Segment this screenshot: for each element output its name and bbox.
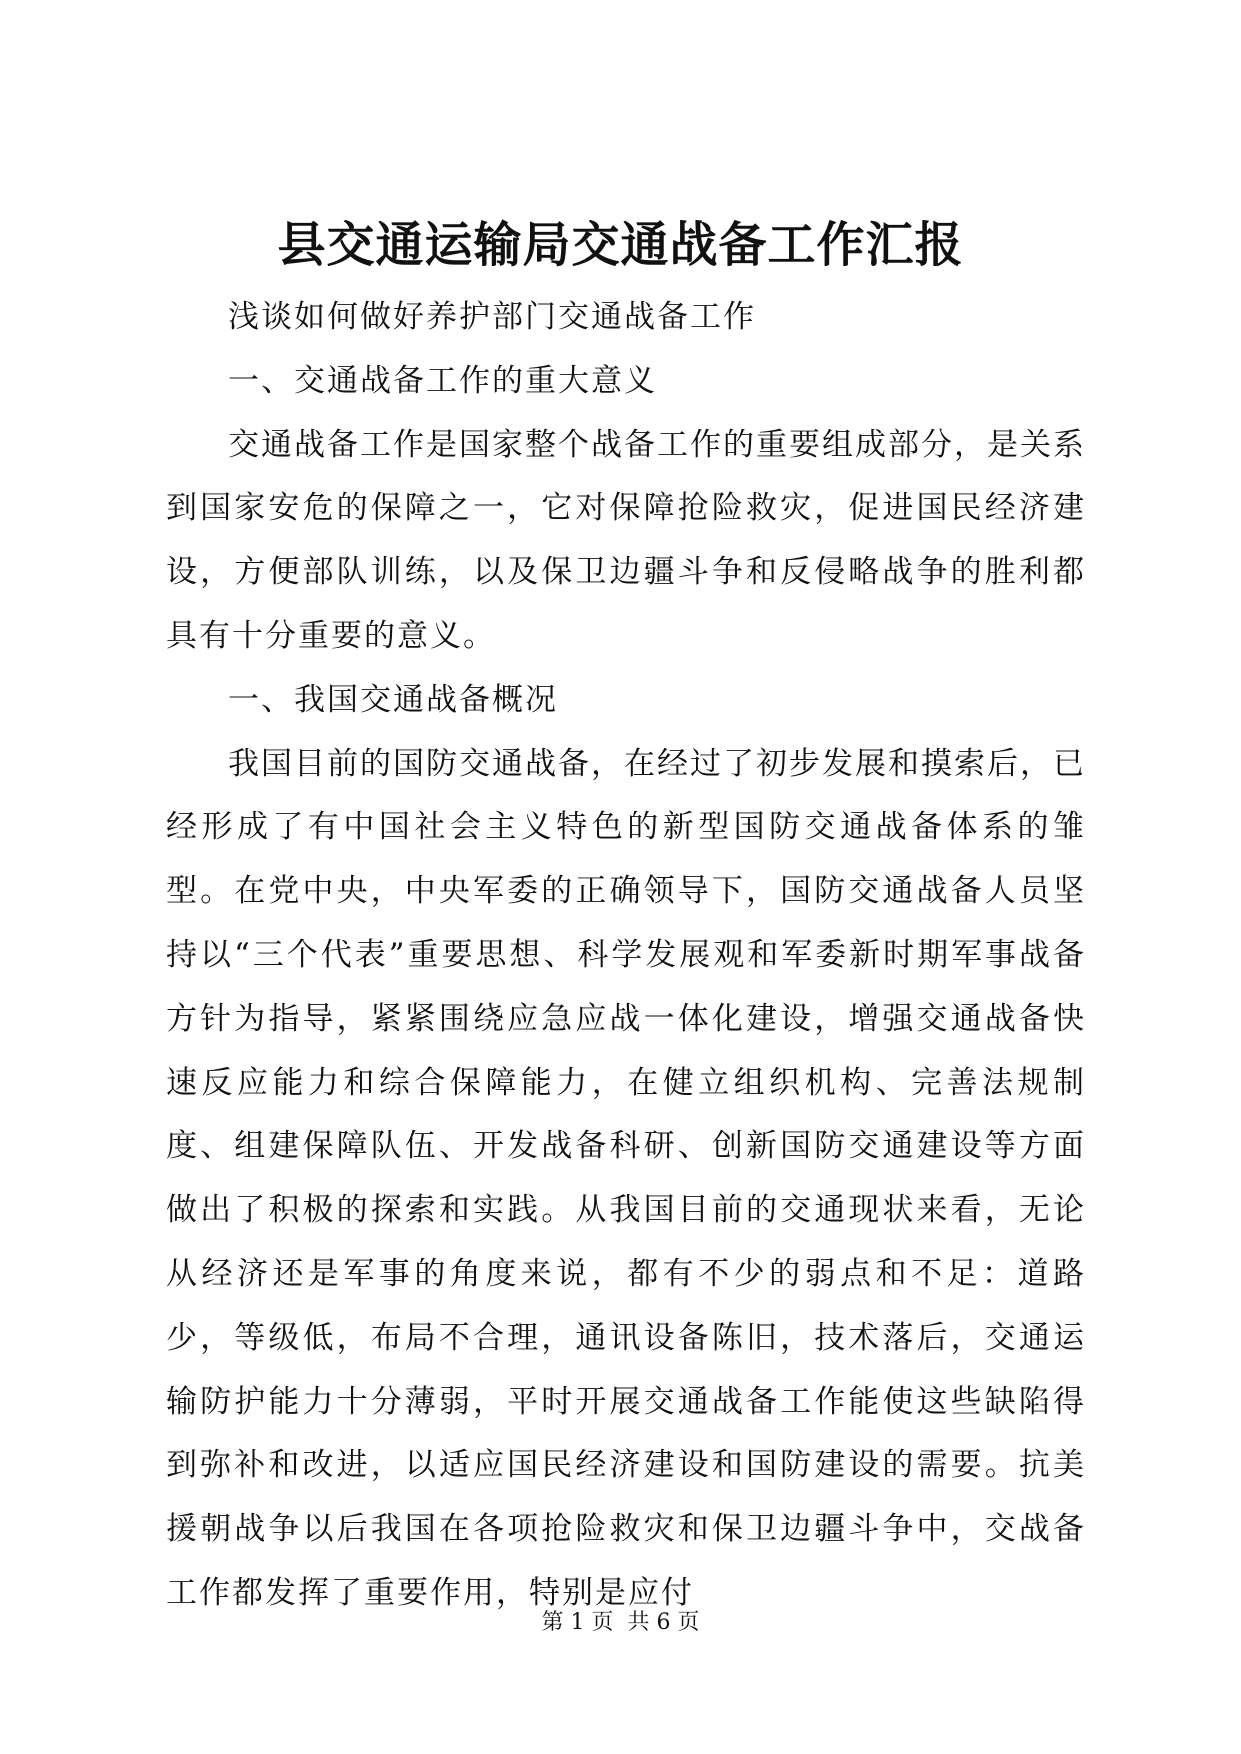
paragraph-body-2: 我国目前的国防交通战备，在经过了初步发展和摸索后，已经形成了有中国社会主义特色的新型国防交通战备体系的雏型。在党中央，中央军委的正确领导下，国防交通战备人员坚持以“三个代表”重要思想、科学发展观和军委新时期军事战备方针为指导，紧紧围绕应急应战一体化建设，增强交通战备快速反应能力和综合保障能力，在健立组织机构、完善法规制度、组建保障队伍、开发战备科研、创新国防交通建设等方面做出了积极的探索和实践。从我国目前的交通现状来看，无论从经济还是军事的角度来说，都有不少的弱点和不足：道路少，等级低，布局不合理，通讯设备陈旧，技术落后，交通运输防护能力十分薄弱，平时开展交通战备工作能使这些缺陷得到弥补和改进，以适应国民经济建设和国防建设的需要。抗美援朝战争以后我国在各项抢险救灾和保卫边疆斗争中，交战备工作都发挥了重要作用，特别是应付 <box>166 745 1086 1611</box>
page-footer <box>0 1608 1241 1638</box>
document-body <box>166 286 1086 1626</box>
paragraph-heading-2: 一、我国交通战备概况 <box>228 681 558 718</box>
paragraph-heading-1: 一、交通战备工作的重大意义 <box>228 362 657 399</box>
document-title: 县交通运输局交通战备工作汇报 <box>277 217 964 273</box>
paragraph-subtitle: 浅谈如何做好养护部门交通战备工作 <box>228 299 756 335</box>
paragraph-body-1: 交通战备工作是国家整个战备工作的重要组成部分，是关系到国家安危的保障之一，它对保障抢险救灾，促进国民经济建设，方便部队训练，以及保卫边疆斗争和反侵略战争的胜利都具有十分重要的意义。 <box>166 426 1086 654</box>
page-number-label: 第 1 页 共 6 页 <box>541 1610 700 1635</box>
